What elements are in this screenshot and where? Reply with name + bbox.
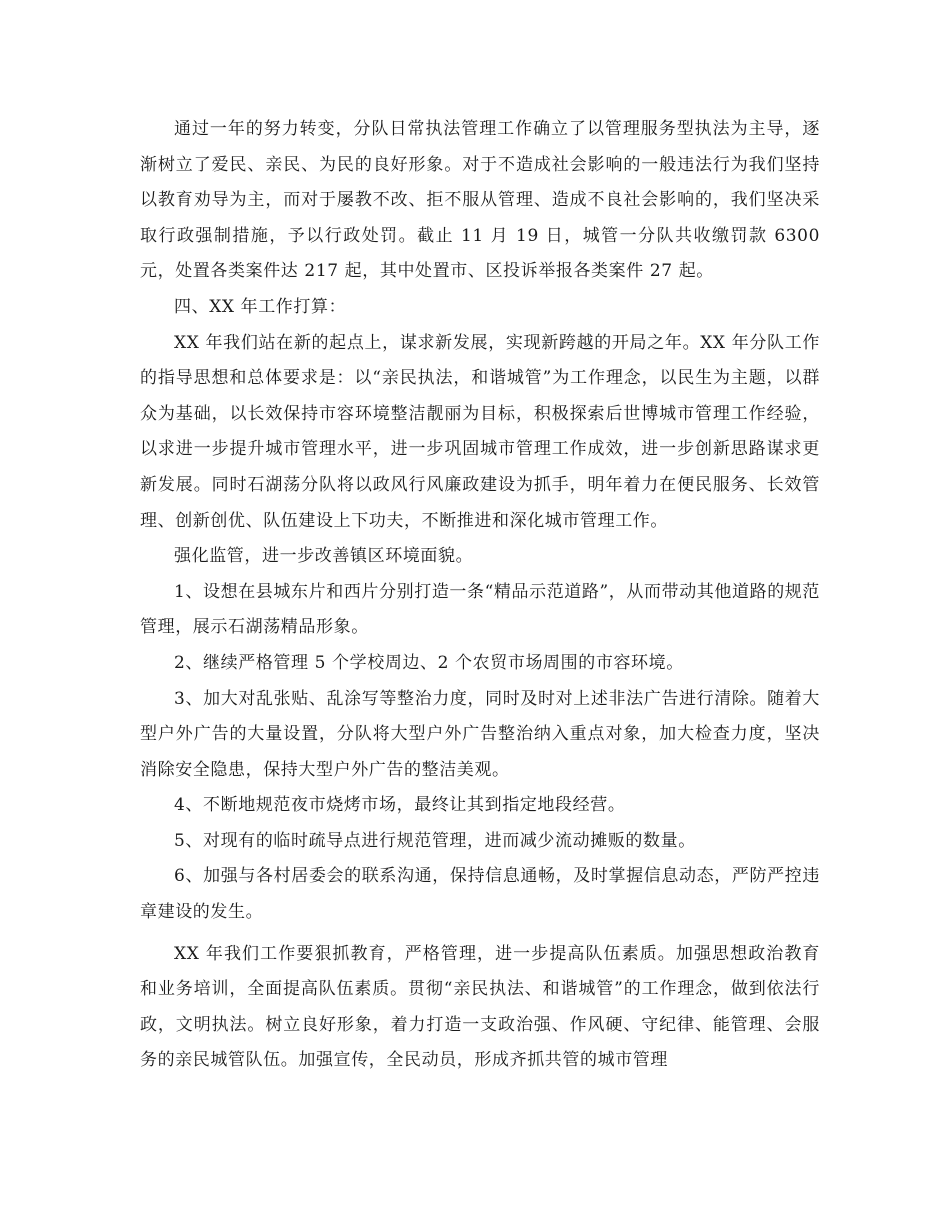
paragraph-enforcement-summary: 通过一年的努力转变，分队日常执法管理工作确立了以管理服务型执法为主导，逐渐树立了爱民、亲民、为民的良好形象。对于不造成社会影响的一般违法行为我们坚持以教育劝导为主，而对于屡教不改、拒不服从管理、造成不良社会影响的，我们坚决采取行政强制措施，予以行政处罚。截止 11 月 19 日，城管一分队共收缴罚款 6300 元，处置各类案件达 217 起，其中处置市、区投诉举报各类案件 27 起。 xyxy=(140,119,820,282)
paragraph-guiding-principles: XX 年我们站在新的起点上，谋求新发展，实现新跨越的开局之年。XX 年分队工作的指导思想和总体要求是：以“亲民执法，和谐城管”为工作理念，以民生为主题，以群众为基础，以长效保持市容环境整洁靓丽为目标，积极探索后世博城市管理工作经验，以求进一步提升城市管理水平，进一步巩固城市管理工作成效，进一步创新思路谋求更新发展。同时石湖荡分队将以政风行风廉政建设为抓手，明年着力在便民服务、长效管理、创新创优、队伍建设上下功夫，不断推进和深化城市管理工作。 xyxy=(140,332,820,531)
list-item-1: 1、设想在县城东片和西片分别打造一条“精品示范道路”，从而带动其他道路的规范管理，展示石湖荡精品形象。 xyxy=(140,581,820,638)
list-item-6: 6、加强与各村居委会的联系沟通，保持信息通畅，及时掌握信息动态，严防严控违章建设的发生。 xyxy=(140,866,820,923)
list-item-3: 3、加大对乱张贴、乱涂写等整治力度，同时及时对上述非法广告进行清除。随着大型户外广告的大量设置，分队将大型户外广告整治纳入重点对象，加大检查力度，坚决消除安全隐患，保持大型户外广告的整洁美观。 xyxy=(140,688,820,780)
paragraph-strengthen-supervision: 强化监管，进一步改善镇区环境面貌。 xyxy=(174,546,474,567)
document-body xyxy=(140,112,820,1079)
section-heading-work-plan: 四、XX 年工作打算： xyxy=(174,296,347,317)
list-item-2: 2、继续严格管理 5 个学校周边、2 个农贸市场周围的市容环境。 xyxy=(174,652,684,673)
paragraph-team-building: XX 年我们工作要狠抓教育，严格管理，进一步提高队伍素质。加强思想政治教育和业务培训，全面提高队伍素质。贯彻“亲民执法、和谐城管”的工作理念，做到依法行政，文明执法。树立良好形象，着力打造一支政治强、作风硬、守纪律、能管理、会服务的亲民城管队伍。加强宣传，全民动员，形成齐抓共管的城市管理 xyxy=(140,943,820,1071)
list-item-4: 4、不断地规范夜市烧烤市场，最终让其到指定地段经营。 xyxy=(174,795,626,816)
list-item-5: 5、对现有的临时疏导点进行规范管理，进而减少流动摊贩的数量。 xyxy=(174,830,696,851)
